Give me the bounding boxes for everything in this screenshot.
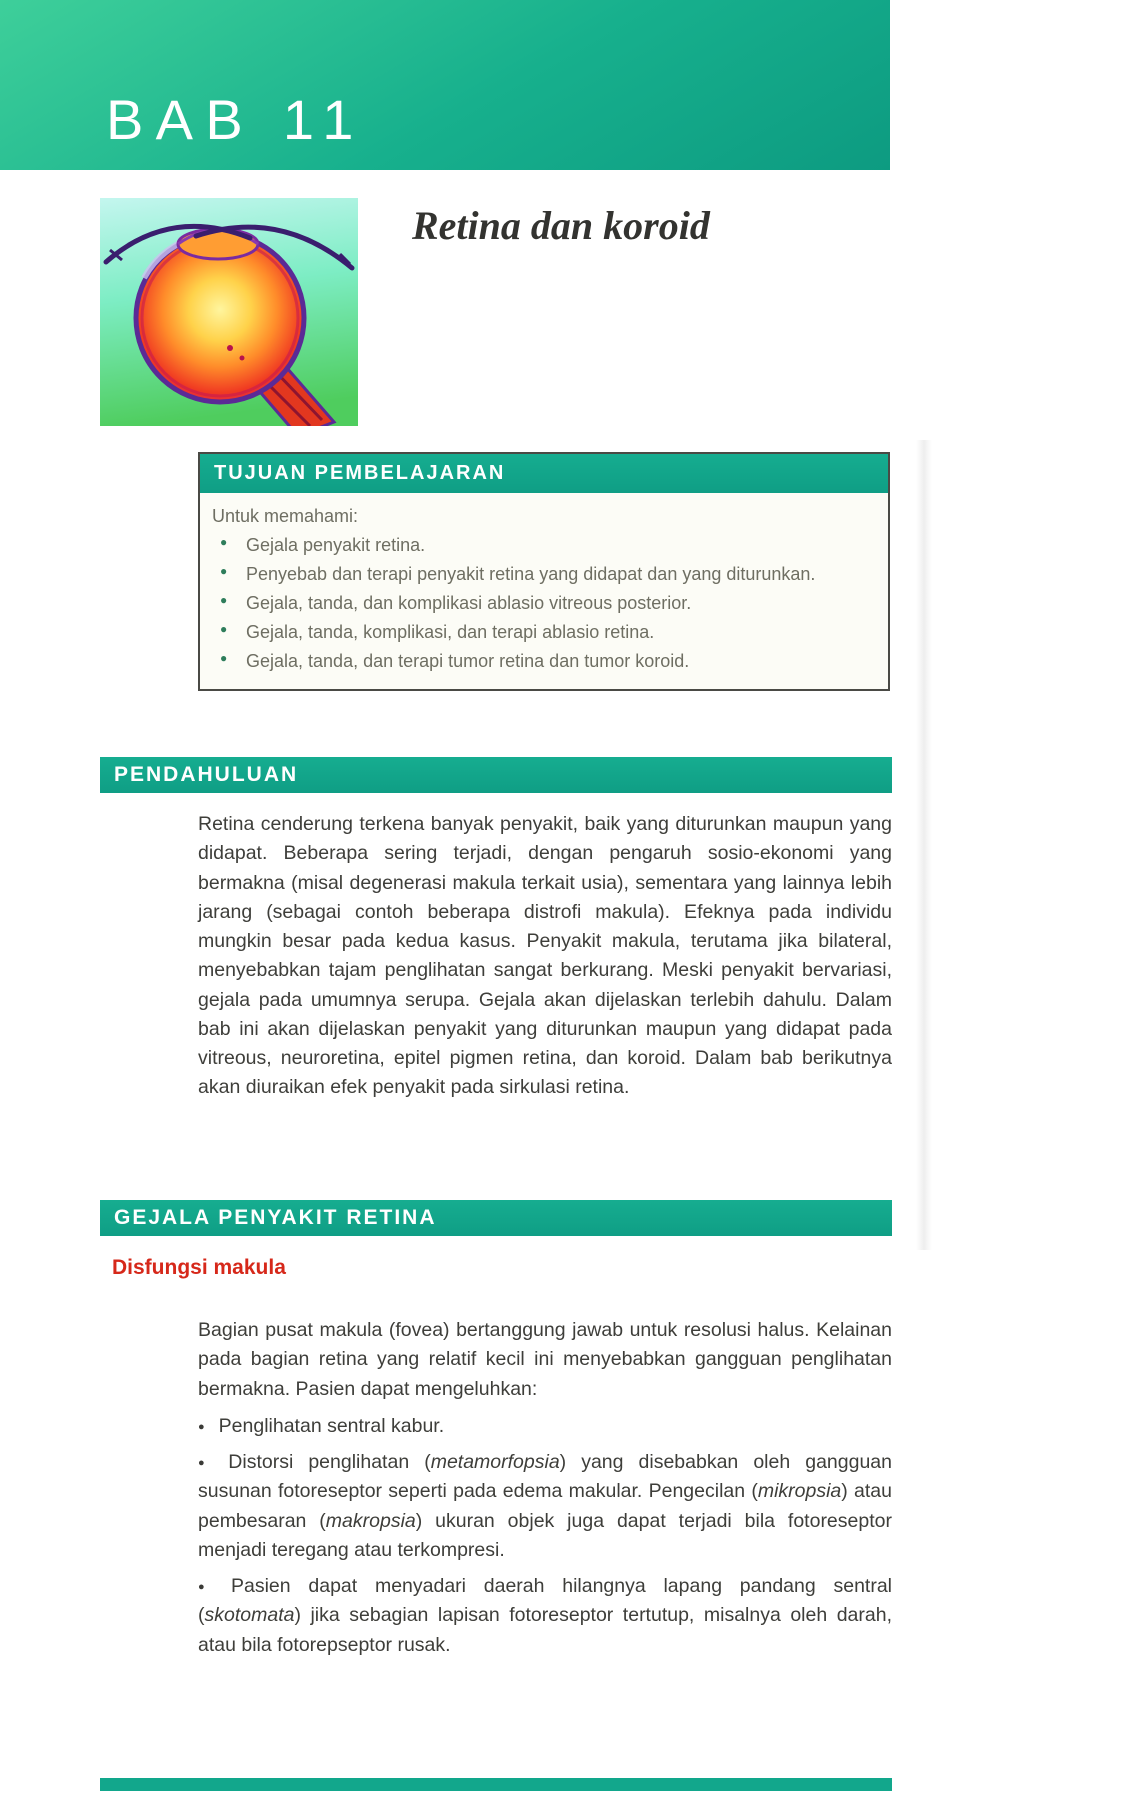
section-header-pendahuluan: PENDAHULUAN <box>100 757 892 793</box>
eye-cross-section-illustration <box>100 198 358 426</box>
chapter-label: BAB 11 <box>106 88 366 151</box>
objectives-list <box>212 532 872 674</box>
objective-item: ● Penyebab dan terapi penyakit retina yang didapat dan yang diturunkan. <box>212 561 872 587</box>
learning-objectives-box <box>198 452 890 691</box>
learning-objectives-header: TUJUAN PEMBELAJARAN <box>200 454 888 493</box>
objective-item: ● Gejala, tanda, dan terapi tumor retina dan tumor koroid. <box>212 648 872 674</box>
objective-item: ● Gejala, tanda, dan komplikasi ablasio vitreous posterior. <box>212 590 872 616</box>
symptoms-lead-paragraph: Bagian pusat makula (fovea) bertanggung jawab untuk resolusi halus. Kelainan pada bagian retina yang relatif kecil ini menyebabkan gangguan penglihatan bermakna. Pasien dapat mengeluhkan: <box>198 1319 892 1400</box>
chapter-header-band <box>0 0 890 170</box>
chapter-title: Retina dan koroid <box>412 203 710 248</box>
objective-item: ● Gejala, tanda, komplikasi, dan terapi ablasio retina. <box>212 619 872 645</box>
bottom-accent-bar <box>100 1778 892 1791</box>
section-header-gejala-penyakit-retina: GEJALA PENYAKIT RETINA <box>100 1200 892 1236</box>
symptom-item: ● Pasien dapat menyadari daerah hilangnya lapang pandang sentral (skotomata) jika sebagian lapisan fotoreseptor tertutup, misalnya oleh darah, atau bila fotorepseptor rusak. <box>198 1572 892 1660</box>
learning-objectives-body <box>200 493 888 689</box>
eye-illustration-svg <box>100 198 358 426</box>
introduction-paragraph: Retina cenderung terkena banyak penyakit, baik yang diturunkan maupun yang didapat. Beberapa sering terjadi, dengan pengaruh sosio-ekonomi yang bermakna (misal degenerasi makula terkait usia), sementara yang lainnya lebih jarang (sebagai contoh beberapa distrofi makula). Efeknya pada individu mungkin besar pada kedua kasus. Penyakit makula, terutama jika bilateral, menyebabkan tajam penglihatan sangat berkurang. Meski penyakit bervariasi, gejala pada umumnya serupa. Gejala akan dijelaskan terlebih dahulu. Dalam bab ini akan dijelaskan penyakit yang diturunkan maupun yang didapat pada vitreous, neuroretina, epitel pigmen retina, dan koroid. Dalam bab berikutnya akan diuraikan efek penyakit pada sirkulasi retina. <box>198 813 892 1099</box>
symptoms-section-body <box>198 1316 892 1660</box>
objective-item: ● Gejala penyakit retina. <box>212 532 872 558</box>
symptoms-list <box>198 1412 892 1660</box>
page-edge-shadow <box>916 440 932 1250</box>
objectives-intro: Untuk memahami: <box>212 506 359 526</box>
subheading-disfungsi-makula: Disfungsi makula <box>112 1256 286 1279</box>
symptom-item: ● Penglihatan sentral kabur. <box>198 1412 892 1441</box>
symptom-item: ● Distorsi penglihatan (metamorfopsia) yang disebabkan oleh gangguan susunan fotoreseptor seperti pada edema makular. Pengecilan (mikropsia) atau pembesaran (makropsia) ukuran objek juga dapat terjadi bila fotoreseptor menjadi teregang atau terkompresi. <box>198 1448 892 1565</box>
